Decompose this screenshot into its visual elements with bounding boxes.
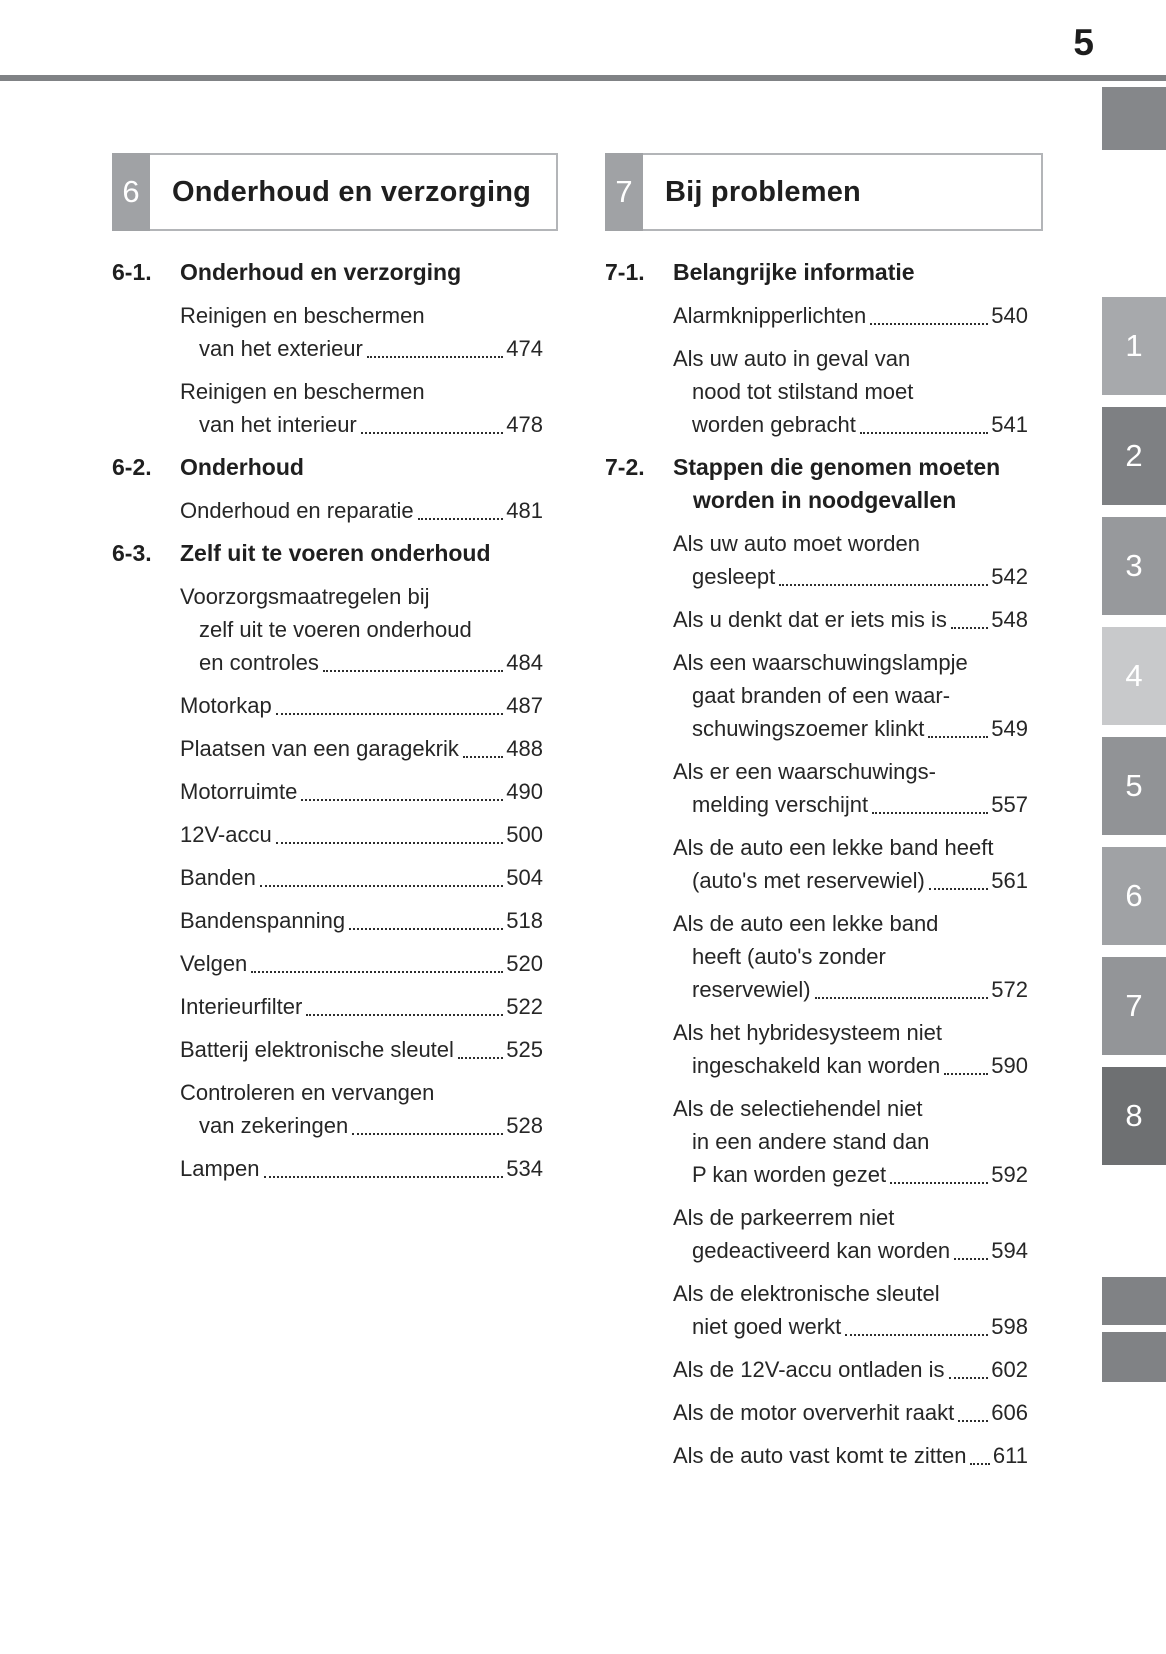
toc-heading xyxy=(605,256,1028,289)
toc-entry-line: Als de parkeerrem niet xyxy=(673,1205,895,1230)
toc-heading-line: Belangrijke informatie xyxy=(673,259,915,285)
toc-entry-line xyxy=(180,689,543,722)
toc-entry xyxy=(180,580,543,679)
tab-marker-top xyxy=(1102,87,1166,150)
page-ref: 500 xyxy=(506,822,543,847)
page-ref: 602 xyxy=(991,1357,1028,1382)
page-ref: 594 xyxy=(991,1238,1028,1263)
toc-entry-line: Als de auto een lekke band xyxy=(673,911,939,936)
toc-heading xyxy=(112,537,543,570)
dot-leader xyxy=(870,323,988,325)
toc-entry-line xyxy=(180,732,543,765)
toc-entry xyxy=(180,904,543,937)
toc-entry-title: Alarmknipperlichten xyxy=(673,303,867,328)
chapter-tab-6: 6 xyxy=(1102,847,1166,945)
toc-entry-title: van zekeringen xyxy=(199,1113,349,1138)
section-number-badge: 6 xyxy=(112,153,150,231)
toc-entry-title: 12V-accu xyxy=(180,822,272,847)
toc-entry-line xyxy=(673,712,1028,745)
page-ref: 561 xyxy=(991,868,1028,893)
toc-entry-title: Als de motor oververhit raakt xyxy=(673,1400,955,1425)
toc-entry-line xyxy=(673,1439,1028,1472)
dot-leader xyxy=(264,1176,504,1178)
toc-entry-title: Bandenspanning xyxy=(180,908,346,933)
dot-leader xyxy=(958,1420,988,1422)
page-number: 5 xyxy=(1073,22,1094,63)
page-ref: 488 xyxy=(506,736,543,761)
dot-leader xyxy=(306,1014,503,1016)
toc-entry-line xyxy=(180,646,543,679)
toc-entry-line xyxy=(180,1152,543,1185)
toc-entry-line: Als de selectiehendel niet xyxy=(673,1096,923,1121)
page-ref: 481 xyxy=(506,498,543,523)
toc-entry-title: Interieurfilter xyxy=(180,994,303,1019)
tab-marker-bottom-1 xyxy=(1102,1277,1166,1325)
toc-entry xyxy=(180,689,543,722)
toc-entry-line xyxy=(673,299,1028,332)
page-ref: 504 xyxy=(506,865,543,890)
chapter-tab-7: 7 xyxy=(1102,957,1166,1055)
toc-entry-title: worden gebracht xyxy=(692,412,856,437)
toc-entry-line xyxy=(180,861,543,894)
toc-entry-line: in een andere stand dan xyxy=(692,1129,930,1154)
toc-entry xyxy=(673,342,1028,441)
toc-entry-line: Voorzorgsmaatregelen bij xyxy=(180,584,430,609)
toc-entry xyxy=(673,831,1028,897)
toc-entry-line xyxy=(673,973,1028,1006)
toc-heading-line: worden in noodgevallen xyxy=(693,487,957,513)
toc-entry-line xyxy=(180,818,543,851)
toc-entry-title: Onderhoud en reparatie xyxy=(180,498,414,523)
toc-entry-line: Als een waarschuwingslampje xyxy=(673,650,968,675)
toc-entry-line xyxy=(673,788,1028,821)
page-ref: 518 xyxy=(506,908,543,933)
toc-entry-line: Als de elektronische sleutel xyxy=(673,1281,940,1306)
toc-entry-line: Als uw auto in geval van xyxy=(673,346,911,371)
toc-entry-title: niet goed werkt xyxy=(692,1314,842,1339)
dot-leader xyxy=(872,812,988,814)
dot-leader xyxy=(276,713,504,715)
toc-entry-title: en controles xyxy=(199,650,319,675)
dot-leader xyxy=(276,842,504,844)
toc-entry xyxy=(673,1353,1028,1386)
page-ref: 611 xyxy=(992,1443,1028,1468)
toc-entry-title: gedeactiveerd kan worden xyxy=(692,1238,951,1263)
page-ref: 548 xyxy=(991,607,1028,632)
page-ref: 598 xyxy=(991,1314,1028,1339)
toc-entry xyxy=(180,861,543,894)
toc-heading-line: Stappen die genomen moeten xyxy=(673,454,1001,480)
toc-entry-line: Als er een waarschuwings- xyxy=(673,759,936,784)
toc-entry xyxy=(673,1016,1028,1082)
header-rule xyxy=(0,75,1166,81)
section-title: Onderhoud en verzorging xyxy=(150,153,558,231)
toc-entry-line xyxy=(673,1158,1028,1191)
toc-entry-line: Als het hybridesysteem niet xyxy=(673,1020,943,1045)
toc-heading-line: Zelf uit te voeren onderhoud xyxy=(180,540,491,566)
toc-entry-title: P kan worden gezet xyxy=(692,1162,887,1187)
page-ref: 490 xyxy=(506,779,543,804)
toc-entry-line: gaat branden of een waar- xyxy=(692,683,951,708)
dot-leader xyxy=(928,736,988,738)
toc-entry xyxy=(180,1152,543,1185)
dot-leader xyxy=(458,1057,503,1059)
page-ref: 590 xyxy=(991,1053,1028,1078)
toc-heading-number: 6-3. xyxy=(112,540,152,566)
toc-heading-number: 6-2. xyxy=(112,454,152,480)
toc-entry xyxy=(673,299,1028,332)
toc-entry-line xyxy=(673,1310,1028,1343)
section-header-6 xyxy=(112,153,558,231)
toc-entry-line xyxy=(673,603,1028,636)
toc-entry-title: van het interieur xyxy=(199,412,357,437)
toc-heading xyxy=(605,451,1028,517)
page-ref: 572 xyxy=(991,977,1028,1002)
toc-entry-line xyxy=(673,1396,1028,1429)
toc-entry xyxy=(673,1092,1028,1191)
toc-entry-line xyxy=(180,408,543,441)
toc-entry-line xyxy=(673,864,1028,897)
toc-column-right xyxy=(605,254,1028,1482)
toc-entry xyxy=(673,646,1028,745)
dot-leader xyxy=(361,432,504,434)
toc-entry xyxy=(673,1439,1028,1472)
toc-entry xyxy=(673,527,1028,593)
toc-entry-line xyxy=(180,990,543,1023)
dot-leader xyxy=(954,1258,988,1260)
dot-leader xyxy=(845,1334,988,1336)
chapter-tab-3: 3 xyxy=(1102,517,1166,615)
page-ref: 474 xyxy=(506,336,543,361)
page-ref: 542 xyxy=(991,564,1028,589)
toc-entry-title: gesleept xyxy=(692,564,776,589)
toc-entry xyxy=(673,755,1028,821)
toc-entry-line xyxy=(180,947,543,980)
dot-leader xyxy=(251,971,503,973)
page-ref: 540 xyxy=(991,303,1028,328)
toc-entry-title: Als u denkt dat er iets mis is xyxy=(673,607,947,632)
toc-entry-line: nood tot stilstand moet xyxy=(692,379,914,404)
toc-entry-line xyxy=(180,904,543,937)
toc-entry-line: Als uw auto moet worden xyxy=(673,531,921,556)
dot-leader xyxy=(970,1463,989,1465)
toc-entry-line xyxy=(673,1234,1028,1267)
page-ref: 487 xyxy=(506,693,543,718)
page-ref: 592 xyxy=(991,1162,1028,1187)
chapter-tab-4: 4 xyxy=(1102,627,1166,725)
toc-entry-title: Plaatsen van een garagekrik xyxy=(180,736,459,761)
page-ref: 478 xyxy=(506,412,543,437)
toc-entry-title: (auto's met reservewiel) xyxy=(692,868,925,893)
toc-entry-line: Als de auto een lekke band heeft xyxy=(673,835,994,860)
toc-entry-line xyxy=(180,1033,543,1066)
toc-heading-number: 7-2. xyxy=(605,454,645,480)
toc-entry-line xyxy=(180,1109,543,1142)
page-ref: 549 xyxy=(991,716,1028,741)
toc-entry xyxy=(180,1033,543,1066)
chapter-tab-2: 2 xyxy=(1102,407,1166,505)
toc-entry xyxy=(673,1396,1028,1429)
toc-entry-title: Als de 12V-accu ontladen is xyxy=(673,1357,945,1382)
dot-leader xyxy=(260,885,503,887)
dot-leader xyxy=(779,584,988,586)
dot-leader xyxy=(815,997,989,999)
page-ref: 528 xyxy=(506,1113,543,1138)
toc-entry xyxy=(180,494,543,527)
toc-entry xyxy=(180,990,543,1023)
toc-entry xyxy=(673,603,1028,636)
toc-entry-title: Lampen xyxy=(180,1156,260,1181)
toc-heading-line: Onderhoud xyxy=(180,454,304,480)
toc-entry-title: Banden xyxy=(180,865,256,890)
toc-entry xyxy=(180,299,543,365)
page-ref: 557 xyxy=(991,792,1028,817)
toc-heading-number: 7-1. xyxy=(605,259,645,285)
dot-leader xyxy=(352,1133,503,1135)
dot-leader xyxy=(949,1377,989,1379)
toc-entry-title: ingeschakeld kan worden xyxy=(692,1053,941,1078)
toc-entry-title: Motorkap xyxy=(180,693,272,718)
chapter-tab-5: 5 xyxy=(1102,737,1166,835)
toc-entry-title: Batterij elektronische sleutel xyxy=(180,1037,454,1062)
toc-entry xyxy=(180,375,543,441)
page-ref: 522 xyxy=(506,994,543,1019)
section-header-7 xyxy=(605,153,1043,231)
toc-heading-line: Onderhoud en verzorging xyxy=(180,259,462,285)
toc-entry-line: zelf uit te voeren onderhoud xyxy=(199,617,472,642)
toc-heading xyxy=(112,256,543,289)
toc-entry-line xyxy=(673,560,1028,593)
toc-entry-line: Reinigen en beschermen xyxy=(180,379,425,404)
toc-entry-line: Controleren en vervangen xyxy=(180,1080,435,1105)
toc-entry-title: melding verschijnt xyxy=(692,792,869,817)
toc-heading xyxy=(112,451,543,484)
toc-entry-line xyxy=(180,494,543,527)
section-number-badge: 7 xyxy=(605,153,643,231)
toc-entry xyxy=(673,1201,1028,1267)
page-ref: 525 xyxy=(506,1037,543,1062)
dot-leader xyxy=(463,756,503,758)
page-ref: 541 xyxy=(991,412,1028,437)
toc-entry xyxy=(180,947,543,980)
page-ref: 484 xyxy=(506,650,543,675)
toc-entry-title: Velgen xyxy=(180,951,248,976)
chapter-tab-1: 1 xyxy=(1102,297,1166,395)
toc-entry-line xyxy=(180,775,543,808)
tab-marker-bottom-2 xyxy=(1102,1332,1166,1382)
dot-leader xyxy=(323,670,503,672)
dot-leader xyxy=(929,888,988,890)
dot-leader xyxy=(367,356,503,358)
toc-entry-title: reservewiel) xyxy=(692,977,811,1002)
dot-leader xyxy=(890,1182,988,1184)
dot-leader xyxy=(951,627,988,629)
toc-entry-line xyxy=(673,408,1028,441)
toc-heading-number: 6-1. xyxy=(112,259,152,285)
toc-entry xyxy=(673,907,1028,1006)
dot-leader xyxy=(944,1073,988,1075)
toc-entry xyxy=(180,818,543,851)
toc-entry-title: van het exterieur xyxy=(199,336,363,361)
toc-entry xyxy=(180,775,543,808)
dot-leader xyxy=(860,432,988,434)
page-ref: 534 xyxy=(506,1156,543,1181)
dot-leader xyxy=(349,928,503,930)
toc-entry xyxy=(180,1076,543,1142)
toc-entry-line: Reinigen en beschermen xyxy=(180,303,425,328)
dot-leader xyxy=(301,799,503,801)
toc-entry xyxy=(673,1277,1028,1343)
section-title: Bij problemen xyxy=(643,153,1043,231)
page-ref: 520 xyxy=(506,951,543,976)
chapter-tab-8: 8 xyxy=(1102,1067,1166,1165)
toc-entry-line xyxy=(180,332,543,365)
dot-leader xyxy=(418,518,504,520)
toc-entry-title: Motorruimte xyxy=(180,779,298,804)
toc-entry-line xyxy=(673,1049,1028,1082)
toc-entry-line xyxy=(673,1353,1028,1386)
page-ref: 606 xyxy=(991,1400,1028,1425)
toc-entry xyxy=(180,732,543,765)
toc-column-left xyxy=(112,254,543,1195)
toc-entry-title: Als de auto vast komt te zitten xyxy=(673,1443,967,1468)
toc-entry-title: schuwingszoemer klinkt xyxy=(692,716,925,741)
toc-entry-line: heeft (auto's zonder xyxy=(692,944,886,969)
